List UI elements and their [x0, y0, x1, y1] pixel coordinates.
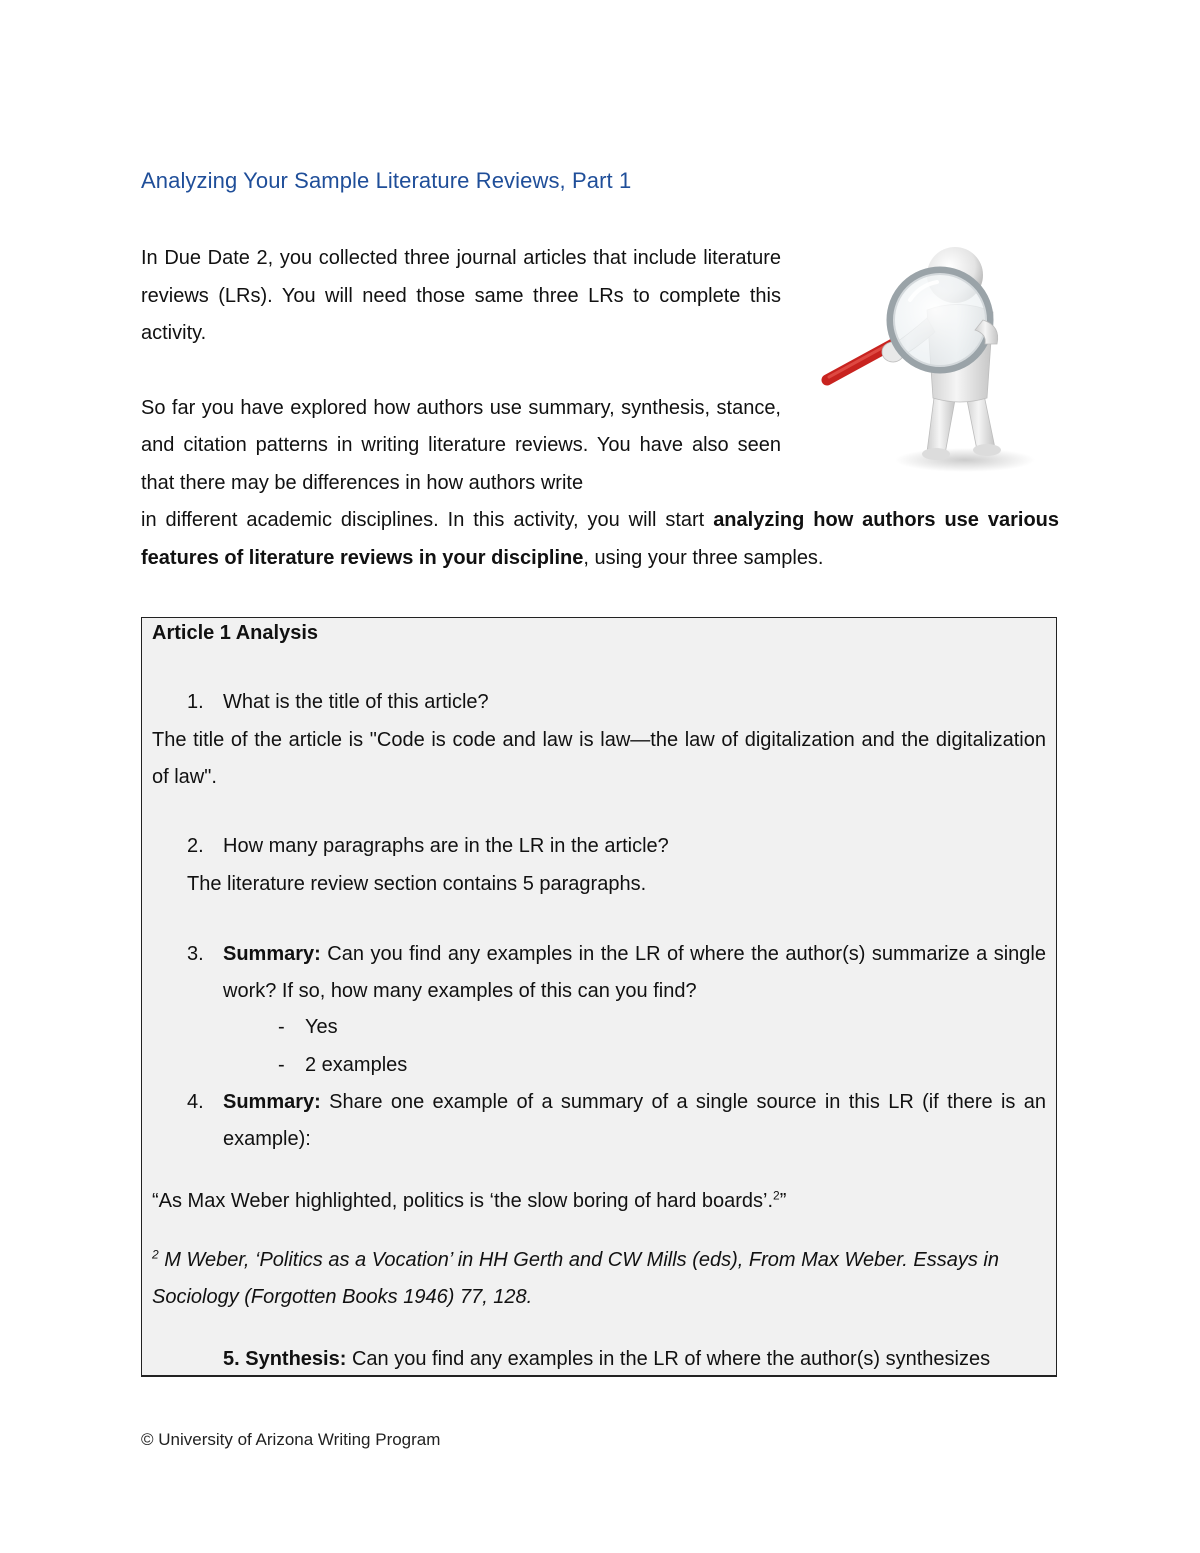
footnote	[152, 1242, 1046, 1316]
question-2-number: 2.	[187, 835, 204, 857]
quote-footnote-ref: 2	[773, 1188, 780, 1203]
copyright-footer: © University of Arizona Writing Program	[141, 1430, 441, 1449]
article-analysis-box	[141, 617, 1057, 1377]
question-3-label: Summary:	[223, 943, 321, 965]
intro-paragraph-1: In Due Date 2, you collected three journal articles that include literature reviews (LRs). You will need those same three LRs to complete this activity.	[141, 247, 781, 344]
list-dash: -	[278, 1054, 285, 1076]
footnote-number: 2	[152, 1247, 159, 1262]
question-1	[187, 684, 489, 721]
answer-1: The title of the article is "Code is code and law is law—the law of digitalization and the digitalization of law".	[152, 729, 1046, 788]
list-item	[278, 1054, 407, 1077]
list-item	[278, 1016, 338, 1039]
quote-close: ”	[779, 1190, 787, 1212]
page-title: Analyzing Your Sample Literature Reviews, Part 1	[141, 168, 632, 193]
list-item-text: 2 examples	[305, 1054, 408, 1076]
intro-paragraph-2b-end: , using your three samples.	[583, 546, 824, 569]
analysis-heading: Article 1 Analysis	[152, 622, 319, 644]
intro-paragraph-2b-text: in different academic disciplines. In this activity, you will start	[141, 509, 714, 531]
magnifying-glass-figure-icon	[815, 240, 1045, 475]
question-4-label: Summary:	[223, 1091, 321, 1113]
intro-paragraph-2b	[141, 502, 1059, 577]
question-1-text: What is the title of this article?	[223, 691, 489, 713]
intro-paragraph-2a: So far you have explored how authors use summary, synthesis, stance, and citation patterns in writing literature reviews. You have also seen that there may be differences in how authors write	[141, 396, 781, 494]
intro-emphasis: analyzing how authors use various features of literature reviews in your discipline	[141, 509, 1060, 569]
question-1-number: 1.	[187, 691, 204, 713]
quoted-summary	[152, 1190, 786, 1213]
question-5	[223, 1341, 990, 1377]
question-2-text: How many paragraphs are in the LR in the article?	[223, 835, 669, 857]
question-4	[187, 1084, 1046, 1158]
question-2	[187, 828, 669, 865]
quote-text: “As Max Weber highlighted, politics is ‘the slow boring of hard boards’.	[152, 1190, 774, 1212]
footnote-text: M Weber, ‘Politics as a Vocation’ in HH Gerth and CW Mills (eds), From Max Weber. Essays in Sociology (Forgotten Books 1946) 77, 128.	[152, 1249, 999, 1308]
list-dash: -	[278, 1016, 285, 1038]
question-4-text: Share one example of a summary of a single source in this LR (if there is an example):	[223, 1091, 1046, 1150]
question-5-label: Synthesis:	[245, 1348, 347, 1370]
question-5-number: 5.	[223, 1348, 240, 1370]
answer-2: The literature review section contains 5 paragraphs.	[187, 873, 647, 895]
question-3-number: 3.	[187, 943, 204, 965]
question-5-text: Can you find any examples in the LR of where the author(s) synthesizes	[346, 1348, 991, 1370]
list-item-text: Yes	[305, 1016, 338, 1038]
question-3-text: Can you find any examples in the LR of where the author(s) summarize a single work? If so, how many examples of this can you find?	[223, 943, 1046, 1002]
question-3	[187, 936, 1046, 1010]
question-4-number: 4.	[187, 1091, 204, 1113]
